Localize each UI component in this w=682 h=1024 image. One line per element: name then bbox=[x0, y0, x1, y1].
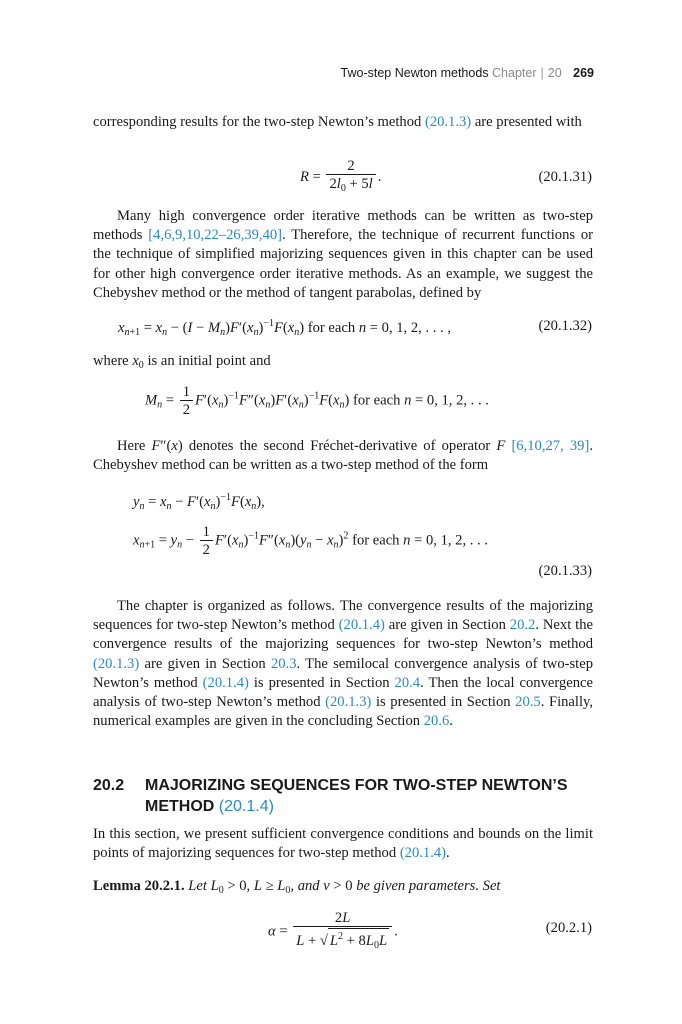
para5-text: The chapter is organized as follows. The convergence results of the majorizing sequences for two-step Newton’s method bbox=[93, 598, 593, 634]
section-link[interactable]: 20.4 bbox=[394, 674, 421, 691]
header-separator: | bbox=[540, 66, 544, 80]
para1-text: corresponding results for the two-step Newton’s method bbox=[93, 114, 422, 130]
equation-link[interactable]: (20.1.3) bbox=[325, 694, 372, 711]
eq-text: for each bbox=[353, 392, 401, 409]
equation-20-1-31: R = $\frac{2}{2l_0 + 5l}$ . bbox=[300, 158, 381, 197]
equation-number: (20.1.32) bbox=[538, 318, 592, 334]
equation-number: (20.1.33) bbox=[538, 563, 592, 579]
para6-text-end: . bbox=[446, 845, 450, 862]
section-number: 20.2 bbox=[93, 777, 125, 794]
section-heading bbox=[93, 775, 593, 817]
paragraph-6 bbox=[93, 825, 593, 863]
para4-text-end: . Chebyshev method can be written as a two-step method of the form bbox=[93, 438, 593, 474]
lemma-text: Let bbox=[188, 878, 207, 894]
equation-mn: $M_n$ = $\frac{1}{2}$ $F'(x_n)^{-1}F''(x_n)F'(x_n)^{-1}F(x_n)$ for each n = 0, 1, 2, . . . bbox=[145, 384, 489, 418]
paragraph-4: Here F″(x) denotes the second Fréchet-derivative of operator F [6,10,27, 39]. Chebyshev method can be written as a two-step method of the form bbox=[93, 438, 593, 474]
lemma-label: Lemma 20.2.1. bbox=[93, 878, 185, 894]
para5-text: . Then the local convergence analysis of two-step Newton’s method bbox=[93, 674, 593, 711]
eq-text: for each bbox=[352, 532, 400, 549]
equation-20-2-1: α = $\frac{2L}{L + √ L^2 + 8L_0L}$ . bbox=[268, 910, 398, 954]
para3-text: where bbox=[93, 353, 129, 369]
equation-number: (20.2.1) bbox=[545, 920, 592, 936]
equation-link[interactable]: (20.1.4) bbox=[399, 845, 447, 862]
section-link[interactable]: 20.6 bbox=[423, 713, 450, 730]
para5-text: . Finally, numerical examples are given in the concluding Section bbox=[93, 694, 593, 730]
para3-text-end: is an initial point and bbox=[147, 353, 271, 369]
paragraph-1 bbox=[93, 113, 593, 132]
para5-text: are given in Section bbox=[388, 617, 506, 634]
eq-range: = 0, 1, 2, . . . bbox=[414, 532, 488, 549]
eq-range: = 0, 1, 2, . . . bbox=[415, 392, 489, 409]
chapter-number: 20 bbox=[547, 66, 562, 80]
equation-link[interactable]: (20.1.4) bbox=[338, 617, 385, 634]
equation-link[interactable]: (20.1.4) bbox=[202, 674, 249, 691]
para4-text: Here bbox=[117, 438, 146, 454]
equation-link[interactable]: (20.1.4) bbox=[218, 798, 274, 815]
section-link[interactable]: 20.3 bbox=[270, 655, 297, 672]
lemma-text: , and bbox=[290, 878, 320, 894]
equation-link[interactable]: (20.1.3) bbox=[424, 114, 472, 130]
equation-20-1-32: $x_{n+1} = x_n - (I - M_n)F'(x_n)^{-1}F(x_n)$ for each n = 0, 1, 2, . . . , bbox=[118, 318, 451, 338]
para5-text: is presented in Section bbox=[375, 694, 511, 711]
para5-text: are given in Section bbox=[144, 655, 266, 672]
para6-text: In this section, we present sufficient convergence conditions and bounds on the limit points of majorizing sequences for two-step method bbox=[93, 826, 593, 862]
para1-text-end: are presented with bbox=[474, 114, 582, 130]
equation-20-1-33-line2: $x_{n+1} = y_n$ − $\frac{1}{2}$ $F'(x_n)^{-1}F''(x_n)(y_n - x_n)^2$ for each n = 0, 1, 2, . . . bbox=[133, 524, 488, 558]
equation-link[interactable]: (20.1.3) bbox=[93, 655, 140, 672]
para5-text: . Next the convergence results of the majorizing sequences for two-step Newton’s method bbox=[93, 617, 593, 653]
para2-text: Many high convergence order iterative methods can be written as two-step methods bbox=[93, 208, 593, 244]
para2-text-end: . Therefore, the technique of recurrent functions or the technique of simplified majorizing sequences given in this chapter can be used for other high convergence order iterative methods. As an example, we suggest the Chebyshev method or the method of tangent parabolas, defined by bbox=[93, 227, 593, 301]
para5-text: . The semilocal convergence analysis of two-step Newton’s method bbox=[93, 655, 594, 691]
citation-link[interactable]: [4,6,9,10,22–26,39,40] bbox=[148, 227, 283, 244]
chapter-label: Chapter bbox=[492, 66, 537, 80]
lemma-statement: Lemma 20.2.1. Let $L_0 > 0$, $L \ge L_0$, and v > 0 be given parameters. Set bbox=[93, 878, 501, 896]
paragraph-5 bbox=[93, 597, 593, 731]
eq-text: for each bbox=[307, 320, 356, 336]
paragraph-3: where $x_0$ is an initial point and bbox=[93, 353, 271, 371]
para5-text: is presented in Section bbox=[253, 674, 390, 691]
lemma-text: be given parameters. Set bbox=[356, 878, 501, 894]
running-title: Two-step Newton methods bbox=[340, 66, 489, 80]
equation-20-1-33-line1: $y_n = x_n - F'(x_n)^{-1}F(x_n)$, bbox=[133, 492, 265, 512]
equation-number: (20.1.31) bbox=[538, 169, 592, 185]
page-number: 269 bbox=[573, 66, 594, 80]
section-title: MAJORIZING SEQUENCES FOR TWO-STEP NEWTON’S METHOD bbox=[145, 777, 568, 815]
citation-link[interactable]: [6,10,27, 39] bbox=[511, 438, 590, 454]
section-link[interactable]: 20.2 bbox=[509, 617, 536, 634]
section-link[interactable]: 20.5 bbox=[515, 694, 541, 711]
para4-text-mid: denotes the second Fréchet-derivative of operator bbox=[188, 438, 491, 454]
eq-range: = 0, 1, 2, . . . , bbox=[369, 320, 451, 336]
paragraph-2 bbox=[93, 207, 593, 303]
para5-text: . bbox=[449, 713, 453, 730]
running-header bbox=[341, 66, 594, 80]
